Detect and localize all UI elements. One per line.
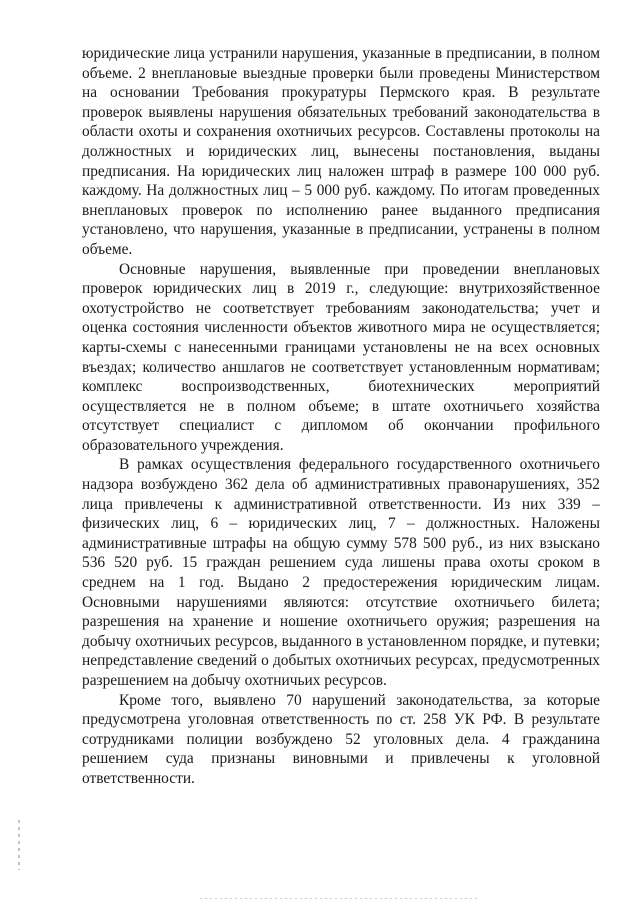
paragraph-continuation: юридические лица устранили нарушения, указанные в предписании, в полном объеме. 2 внеплановые выездные проверки были проведены Министерством на основании Требования прокуратуры Пермского края. В результате проверок выявлены нарушения обязательных требований законодательства в области охоты и сохранения охотничьих ресурсов. Составлены протоколы на должностных и юридических лиц, вынесены постановления, выданы предписания. На юридических лиц наложен штраф в размере 100 000 руб. каждому. На должностных лиц – 5 000 руб. каждому. По итогам проведенных внеплановых проверок по исполнению ранее выданного предписания установлено, что нарушения, указанные в предписании, устранены в полном объеме. <box>82 45 600 258</box>
scan-artifact-line <box>200 898 480 899</box>
scan-artifact-mark <box>18 820 20 870</box>
paragraph-hunting-supervision: В рамках осуществления федерального государственного охотничьего надзора возбуждено 362 дела об административных правонарушениях, 352 лица привлечены к административной ответственности. Из них 339 – физических лиц, 6 – юридических лиц, 7 – должностных. Наложены административные штрафы на общую сумму 578 500 руб., из них взыскано 536 520 руб. 15 граждан решением суда лишены права охоты сроком в среднем на 1 год. Выдано 2 предостережения юридическим лицам. Основными нарушениями являются: отсутствие охотничьего билета; разрешения на хранение и ношение охотничьего оружия; разрешения на добычу охотничьих ресурсов, выданного в установленном порядке, и путевки; непредставление сведений о добытых охотничьих ресурсах, предусмотренных разрешением на добычу охотничьих ресурсов. <box>82 456 600 689</box>
paragraph-criminal-liability: Кроме того, выявлено 70 нарушений законодательства, за которые предусмотрена уголовная ответственность по ст. 258 УК РФ. В результате сотрудниками полиции возбуждено 52 уголовных дела. 4 гражданина решением суда признаны виновными и привлечены к уголовной ответственности. <box>82 691 600 787</box>
document-body <box>82 44 600 789</box>
paragraph-main-violations: Основные нарушения, выявленные при проведении внеплановых проверок юридических лиц в 2019 г., следующие: внутрихозяйственное охотустройство не соответствует требованиям законодательства; учет и оценка состояния численности объектов животного мира не осуществляется; карты-схемы с нанесенными границами установлены не на всех основных въездах; количество аншлагов не соответствует установленным нормативам; комплекс воспроизводственных, биотехнических мероприятий осуществляется не в полном объеме; в штате охотничьего хозяйства отсутствует специалист с дипломом об окончании профильного образовательного учреждения. <box>82 260 600 454</box>
